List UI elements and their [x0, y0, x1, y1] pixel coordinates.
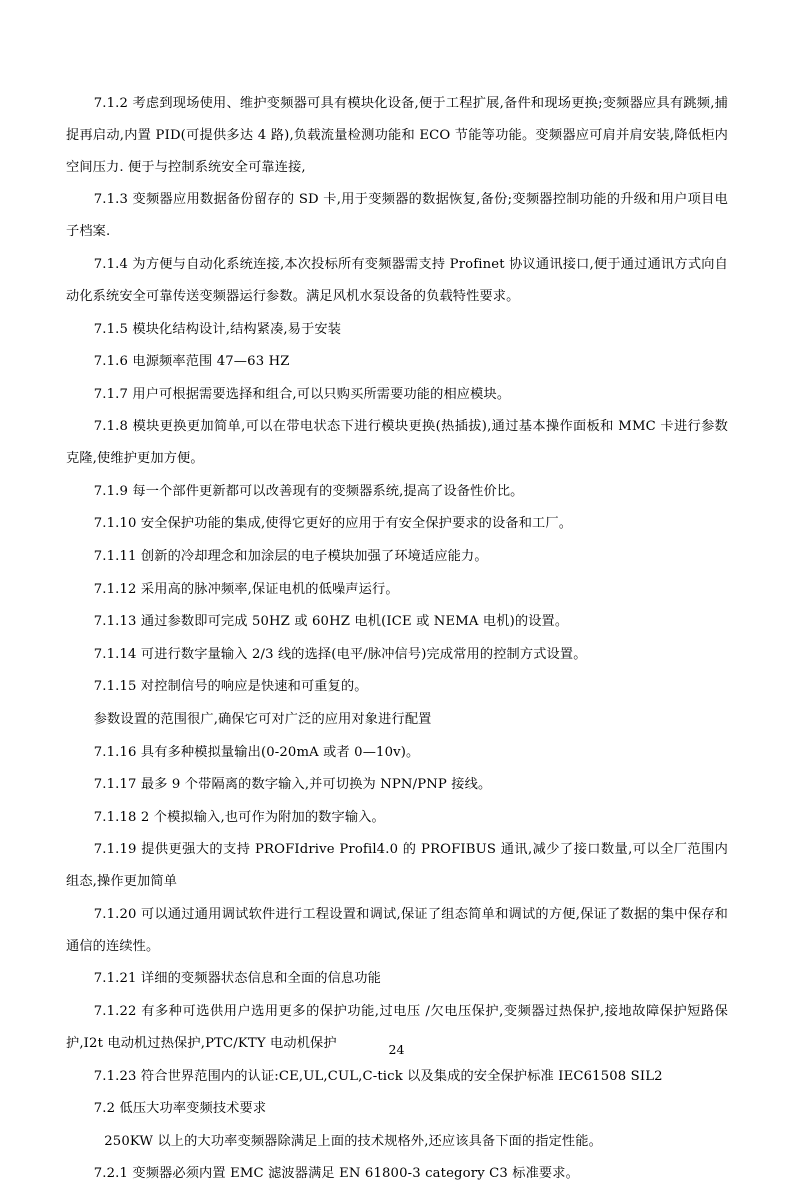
paragraph: 7.1.20 可以通过通用调试软件进行工程设置和调试,保证了组态简单和调试的方便,保证了数据的集中保存和通信的连续性。 — [66, 906, 728, 954]
paragraph: 7.1.10 安全保护功能的集成,使得它更好的应用于有安全保护要求的设备和工厂。 — [93, 516, 573, 532]
document-body — [66, 88, 728, 1191]
paragraph: 7.1.7 用户可根据需要选择和组合,可以只购买所需要功能的相应模块。 — [93, 386, 511, 402]
paragraph: 7.1.18 2 个模拟输入,也可作为附加的数字输入。 — [93, 809, 385, 825]
paragraph: 7.1.15 对控制信号的响应是快速和可重复的。 — [93, 679, 368, 695]
paragraph: 7.1.4 为方便与自动化系统连接,本次投标所有变频器需支持 Profinet 协议通讯接口,便于通过通讯方式向自动化系统安全可靠传送变频器运行参数。满足风机水泵设备的负载特性要求。 — [66, 257, 728, 304]
paragraph: 7.1.21 详细的变频器状态信息和全面的信息功能 — [93, 971, 381, 987]
paragraph: 7.1.2 考虑到现场使用、维护变频器可具有模块化设备,便于工程扩展,备件和现场更换;变频器应具有跳频,捕捉再启动,内置 PID(可提供多达 4 路),负载流量检测功能和 ECO 节能等功能。变频器应可肩并肩安装,降低柜内空间压力. 便于与控制系统安全可靠连接, — [66, 96, 728, 175]
paragraph: 7.1.14 可进行数字量输入 2/3 线的选择(电平/脉冲信号)完成常用的控制方式设置。 — [93, 646, 587, 662]
paragraph: 7.1.11 创新的冷却理念和加涂层的电子模块加强了环境适应能力。 — [93, 549, 488, 565]
paragraph: 7.1.12 采用高的脉冲频率,保证电机的低噪声运行。 — [93, 581, 399, 597]
paragraph: 7.1.9 每一个部件更新都可以改善现有的变频器系统,提高了设备性价比。 — [93, 483, 524, 499]
paragraph: 7.1.5 模块化结构设计,结构紧凑,易于安装 — [93, 321, 342, 337]
paragraph: 7.1.3 变频器应用数据备份留存的 SD 卡,用于变频器的数据恢复,备份;变频器控制功能的升级和用户项目电子档案. — [66, 192, 728, 240]
paragraph: 7.2.1 变频器必须内置 EMC 滤波器满足 EN 61800-3 category C3 标准要求。 — [93, 1166, 579, 1182]
paragraph: 参数设置的范围很广,确保它可对广泛的应用对象进行配置 — [93, 712, 432, 727]
paragraph: 7.1.23 符合世界范围内的认证:CE,UL,CUL,C-tick 以及集成的安全保护标准 IEC61508 SIL2 — [93, 1068, 663, 1084]
paragraph: 7.1.16 具有多种模拟量输出(0-20mA 或者 0—10v)。 — [93, 744, 420, 760]
paragraph: 7.2 低压大功率变频技术要求 — [93, 1101, 267, 1117]
paragraph: 7.1.17 最多 9 个带隔离的数字输入,并可切换为 NPN/PNP 接线。 — [93, 777, 492, 793]
paragraph: 7.1.19 提供更强大的支持 PROFIdrive Profil4.0 的 PROFIBUS 通讯,减少了接口数量,可以全厂范围内组态,操作更加简单 — [66, 842, 728, 890]
paragraph: 7.1.22 有多种可选供用户选用更多的保护功能,过电压 /欠电压保护,变频器过热保护,接地故障保护短路保护,I2t 电动机过热保护,PTC/KTY 电动机保护 — [66, 1004, 728, 1051]
page-number: 24 — [388, 1042, 405, 1057]
paragraph: 250KW 以上的大功率变频器除满足上面的技术规格外,还应该具备下面的指定性能。 — [104, 1133, 602, 1149]
paragraph: 7.1.8 模块更换更加简单,可以在带电状态下进行模块更换(热插拔),通过基本操作面板和 MMC 卡进行参数克隆,使维护更加方便。 — [66, 419, 728, 467]
paragraph: 7.1.6 电源频率范围 47—63 HZ — [93, 354, 290, 370]
paragraph: 7.1.13 通过参数即可完成 50HZ 或 60HZ 电机(ICE 或 NEMA 电机)的设置。 — [93, 614, 569, 630]
